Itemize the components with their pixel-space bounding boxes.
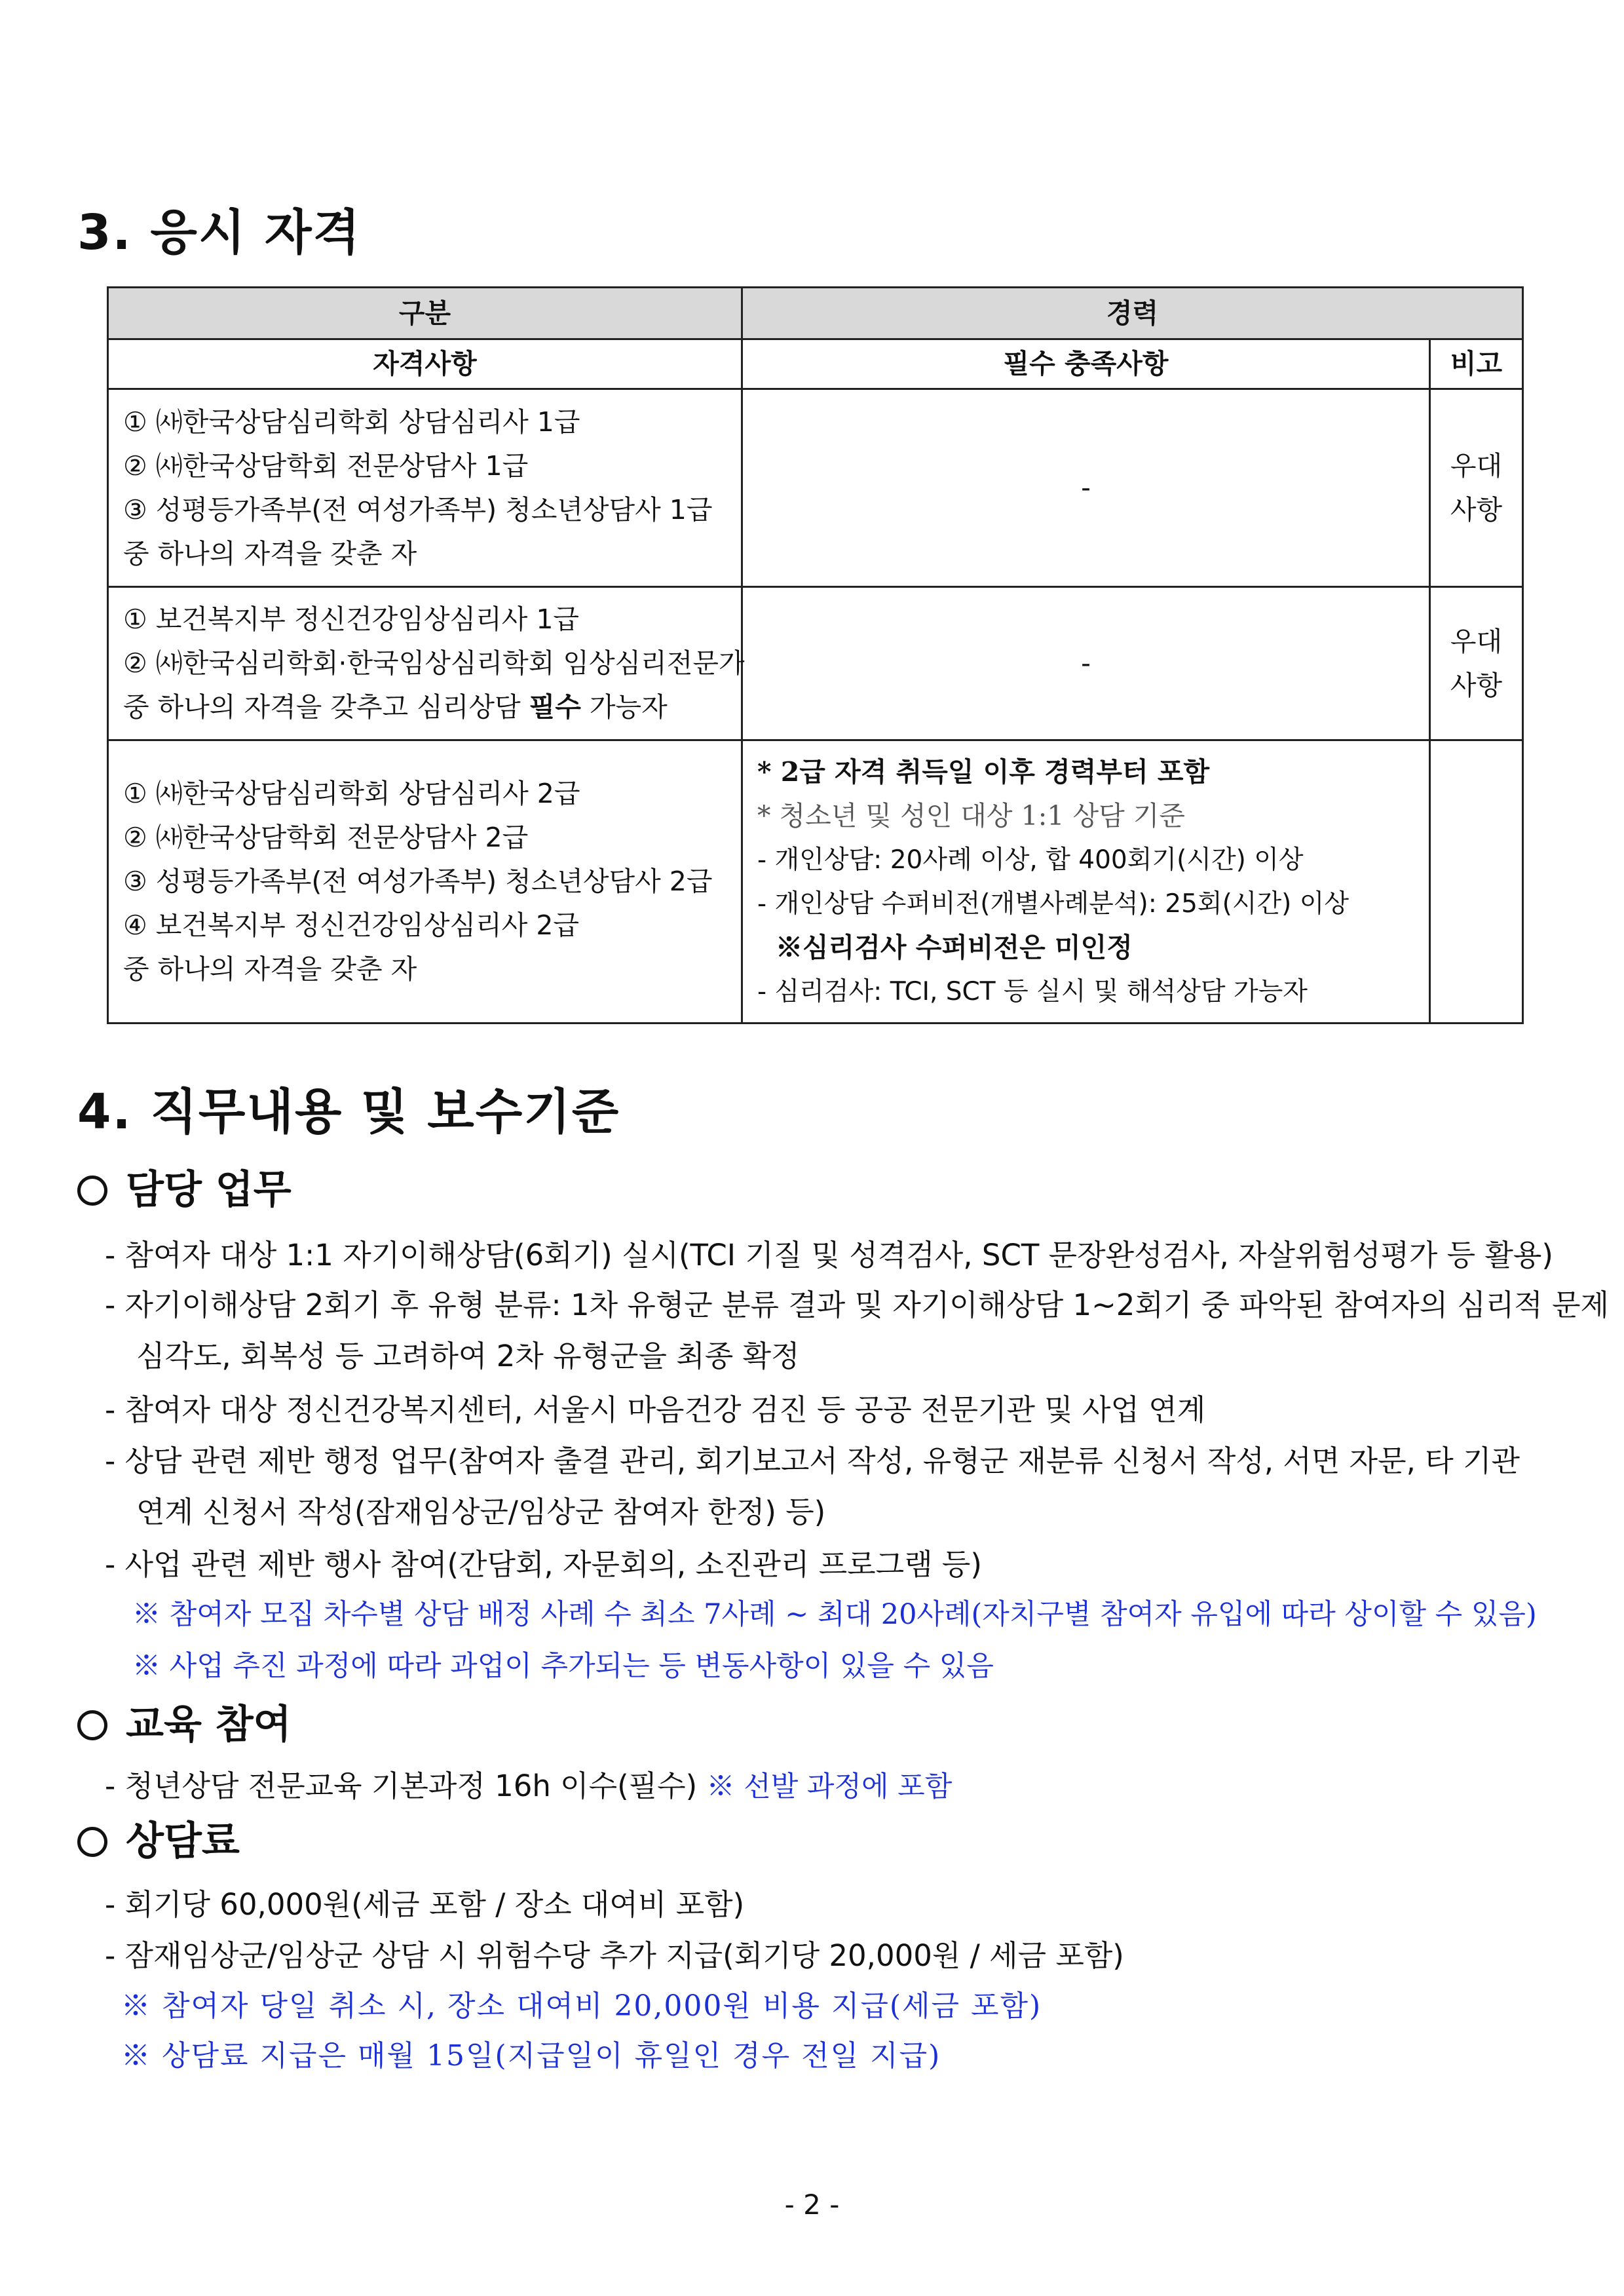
fee-note: ※ 참여자 당일 취소 시, 장소 대여비 20,000원 비용 지급(세금 포함) xyxy=(121,1989,1042,2023)
table-subheader-row xyxy=(108,339,1523,389)
qualification-table xyxy=(107,286,1524,1024)
qualification-cell xyxy=(108,740,742,1024)
note-line: 우대 xyxy=(1450,450,1503,482)
table-row xyxy=(108,740,1523,1024)
note-cell xyxy=(1430,740,1523,1024)
education-item-note: ※ 선발 과정에 포함 xyxy=(706,1770,953,1803)
table-header-row xyxy=(108,288,1523,339)
duties-heading-text: 담당 업무 xyxy=(126,1167,292,1213)
requirement-line: - 개인상담: 20사례 이상, 합 400회기(시간) 이상 xyxy=(757,845,1304,875)
circle-bullet-icon xyxy=(77,1827,107,1857)
note-cell xyxy=(1430,587,1523,740)
qualification-line: ② ㈔한국상담학회 전문상담사 1급 xyxy=(123,450,529,482)
duty-note: ※ 사업 추진 과정에 따라 과업이 추가되는 등 변동사항이 있을 수 있음 xyxy=(132,1650,994,1683)
note-cell xyxy=(1430,389,1523,587)
qualification-line: 중 하나의 자격을 갖춘 자 xyxy=(123,953,417,985)
requirement-cell: - xyxy=(742,389,1430,587)
requirement-line: * 2급 자격 취득일 이후 경력부터 포함 xyxy=(757,756,1210,788)
fee-heading xyxy=(77,1818,240,1864)
header-note: 비고 xyxy=(1430,339,1523,389)
qualification-line: ③ 성평등가족부(전 여성가족부) 청소년상담사 2급 xyxy=(123,866,713,897)
header-category: 구분 xyxy=(108,288,742,339)
qualification-line: ④ 보건복지부 정신건강임상심리사 2급 xyxy=(123,909,580,941)
duties-heading xyxy=(77,1167,292,1213)
qualification-line: ① 보건복지부 정신건강임상심리사 1급 xyxy=(123,603,580,635)
duty-item: - 상담 관련 제반 행정 업무(참여자 출결 관리, 회기보고서 작성, 유형군 재분류 신청서 작성, 서면 자문, 타 기관 xyxy=(105,1444,1520,1478)
duty-item: - 자기이해상담 2회기 후 유형 분류: 1차 유형군 분류 결과 및 자기이해상담 1~2회기 중 파악된 참여자의 심리적 문제 xyxy=(105,1288,1610,1322)
duty-item: - 참여자 대상 1:1 자기이해상담(6회기) 실시(TCI 기질 및 성격검사, SCT 문장완성검사, 자살위험성평가 등 활용) xyxy=(105,1238,1553,1272)
duty-item: - 참여자 대상 정신건강복지센터, 서울시 마음건강 검진 등 공공 전문기관 및 사업 연계 xyxy=(105,1392,1206,1427)
table-row xyxy=(108,389,1523,587)
requirement-cell xyxy=(742,740,1430,1024)
note-line: 우대 xyxy=(1450,625,1503,657)
qualification-cell xyxy=(108,587,745,740)
requirement-line: * 청소년 및 성인 대상 1:1 상담 기준 xyxy=(757,799,1185,832)
requirement-line: - 심리검사: TCI, SCT 등 실시 및 해석상담 가능자 xyxy=(757,976,1308,1006)
education-item-text: - 청년상담 전문교육 기본과정 16h 이수(필수) xyxy=(105,1769,707,1803)
qualification-text: 중 하나의 자격을 갖추고 심리상담 xyxy=(123,691,529,723)
qualification-line: ② ㈔한국심리학회·한국임상심리학회 임상심리전문가 xyxy=(123,647,745,679)
note-line: 사항 xyxy=(1450,669,1503,701)
circle-bullet-icon xyxy=(77,1710,107,1740)
fee-note: ※ 상담료 지급은 매월 15일(지급일이 휴일인 경우 전일 지급) xyxy=(121,2039,941,2073)
requirement-line: ※심리검사 수퍼비전은 미인정 xyxy=(776,931,1133,963)
fee-heading-text: 상담료 xyxy=(126,1818,240,1864)
page-number: - 2 - xyxy=(784,2189,840,2221)
qualification-text: 가능자 xyxy=(580,691,668,723)
qualification-line: 중 하나의 자격을 갖춘 자 xyxy=(123,537,417,569)
education-heading-text: 교육 참여 xyxy=(126,1702,292,1748)
requirement-line: - 개인상담 수퍼비전(개별사례분석): 25회(시간) 이상 xyxy=(757,889,1350,919)
header-experience: 경력 xyxy=(742,288,1523,339)
qualification-line: ① ㈔한국상담심리학회 상담심리사 1급 xyxy=(123,406,580,438)
section-3-title: 3. 응시 자격 xyxy=(77,204,362,261)
table-row xyxy=(108,587,1523,740)
note-line: 사항 xyxy=(1450,493,1503,526)
qualification-line: ③ 성평등가족부(전 여성가족부) 청소년상담사 1급 xyxy=(123,493,713,526)
duty-note: ※ 참여자 모집 차수별 상담 배정 사례 수 최소 7사례 ~ 최대 20사례(자치구별 참여자 유입에 따라 상이할 수 있음) xyxy=(132,1598,1537,1631)
header-qualification: 자격사항 xyxy=(108,339,742,389)
qualification-line: ① ㈔한국상담심리학회 상담심리사 2급 xyxy=(123,778,580,809)
requirement-cell: - xyxy=(742,587,1430,740)
education-item xyxy=(105,1771,952,1801)
required-emphasis: 필수 xyxy=(529,691,581,723)
section-4-title: 4. 직무내용 및 보수기준 xyxy=(77,1084,620,1140)
header-requirement: 필수 충족사항 xyxy=(742,339,1430,389)
fee-item: - 잠재임상군/임상군 상담 시 위험수당 추가 지급(회기당 20,000원 / 세금 포함) xyxy=(105,1938,1124,1973)
qualification-cell xyxy=(108,389,742,587)
duty-item: - 사업 관련 제반 행사 참여(간담회, 자문회의, 소진관리 프로그램 등) xyxy=(105,1547,982,1582)
education-heading xyxy=(77,1702,292,1748)
duty-item-continued: 연계 신청서 작성(잠재임상군/임상군 참여자 한정) 등) xyxy=(136,1495,826,1529)
circle-bullet-icon xyxy=(77,1176,107,1206)
fee-item: - 회기당 60,000원(세금 포함 / 장소 대여비 포함) xyxy=(105,1887,745,1922)
duty-item-continued: 심각도, 회복성 등 고려하여 2차 유형군을 최종 확정 xyxy=(136,1339,800,1373)
qualification-line xyxy=(123,685,727,729)
qualification-line: ② ㈔한국상담학회 전문상담사 2급 xyxy=(123,822,529,853)
